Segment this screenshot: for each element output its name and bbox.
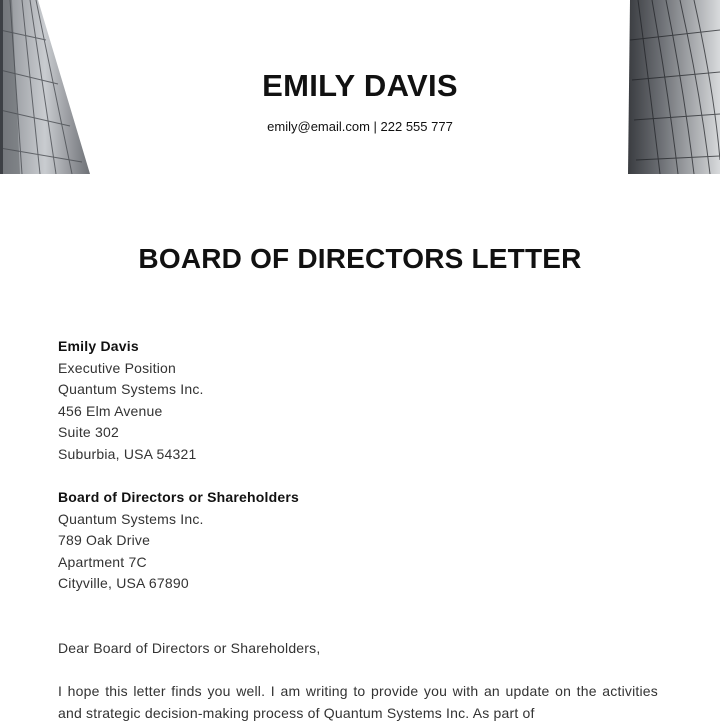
sender-address-block bbox=[58, 336, 204, 466]
body-paragraph: I hope this letter finds you well. I am writing to provide you with an update on the activities and strategic decision-making process of Quantum Systems Inc. As part of bbox=[58, 683, 658, 721]
recipient-street: 789 Oak Drive bbox=[58, 532, 151, 549]
author-name: EMILY DAVIS bbox=[262, 68, 458, 103]
sender-suite: Suite 302 bbox=[58, 424, 119, 441]
sender-company: Quantum Systems Inc. bbox=[58, 381, 204, 398]
recipient-name: Board of Directors or Shareholders bbox=[58, 489, 299, 505]
recipient-address-block bbox=[58, 487, 299, 595]
sender-name: Emily Davis bbox=[58, 338, 139, 354]
author-contact: emily@email.com | 222 555 777 bbox=[267, 119, 453, 134]
recipient-city: Cityville, USA 67890 bbox=[58, 575, 189, 592]
sender-position: Executive Position bbox=[58, 359, 176, 376]
sender-street: 456 Elm Avenue bbox=[58, 402, 163, 419]
sender-city: Suburbia, USA 54321 bbox=[58, 445, 197, 462]
salutation: Dear Board of Directors or Shareholders, bbox=[58, 640, 321, 656]
recipient-suite: Apartment 7C bbox=[58, 553, 147, 570]
letterhead bbox=[0, 0, 720, 174]
recipient-company: Quantum Systems Inc. bbox=[58, 510, 204, 527]
document-title: BOARD OF DIRECTORS LETTER bbox=[138, 243, 582, 274]
